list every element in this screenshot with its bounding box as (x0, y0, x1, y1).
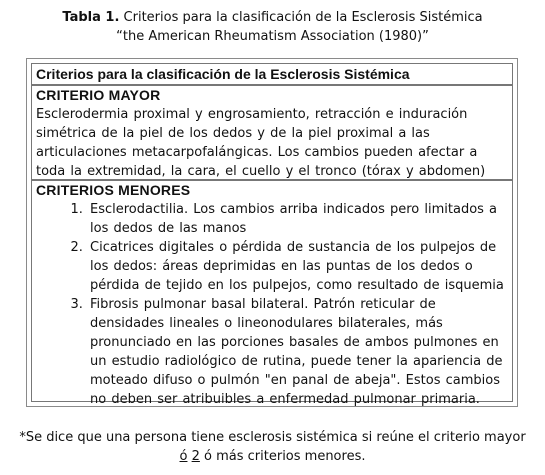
minor-criterion-item: 3. Fibrosis pulmonar basal bilateral. Patrón reticular de densidades lineales o lineonodulares bilaterales, más pronunciado en las porciones basales de ambos pulmones en un estudio radiológico de rutina, puede tener la apariencia de moteado difuso o pulmón "en panal de abeja". Estos cambios no deben ser atribuibles a enfermedad pulmonar primaria. (88, 295, 508, 409)
caption-title: Criterios para la clasificación de la Esclerosis Sistémica (123, 10, 483, 25)
minor-criteria-cell (31, 180, 513, 407)
minor-criteria-list (36, 200, 508, 409)
footnote-line-2 (0, 447, 545, 466)
footnote-number: 2 (191, 449, 200, 464)
major-criterion-cell (31, 85, 513, 180)
table-title-cell (31, 63, 513, 85)
caption-source: “the American Rheumatism Association (1980)” (116, 29, 429, 44)
caption-line-1 (0, 8, 545, 27)
minor-criteria-heading: CRITERIOS MENORES (36, 182, 191, 198)
major-criterion-text: Esclerodermia proximal y engrosamiento, retracción e induración simétrica de la piel de los dedos y de la piel proximal a las articulaciones metacarpofalángicas. Los cambios pueden afectar a toda la extremidad, la cara, el cuello y el tronco (tórax y abdomen) (36, 107, 486, 179)
table-caption (0, 8, 545, 46)
major-criterion-heading: CRITERIO MAYOR (36, 87, 161, 103)
caption-label: Tabla 1. (62, 10, 120, 25)
footnote-line-1: *Se dice que una persona tiene esclerosis sistémica si reúne el criterio mayor (19, 430, 526, 445)
table-title: Criterios para la clasificación de la Esclerosis Sistémica (36, 66, 410, 82)
footnote-rest: ó más criterios menores. (199, 449, 366, 464)
minor-criterion-item: 1. Esclerodactilia. Los cambios arriba indicados pero limitados a los dedos de las manos (88, 200, 508, 238)
criteria-table (26, 58, 518, 407)
footnote (0, 428, 545, 466)
minor-criterion-item: 2. Cicatrices digitales o pérdida de sustancia de los pulpejos de los dedos: áreas deprimidas en las puntas de los dedos o pérdida de tejido en los pulpejos, como resultado de isquemia (88, 238, 508, 295)
footnote-or: ó (179, 449, 188, 464)
